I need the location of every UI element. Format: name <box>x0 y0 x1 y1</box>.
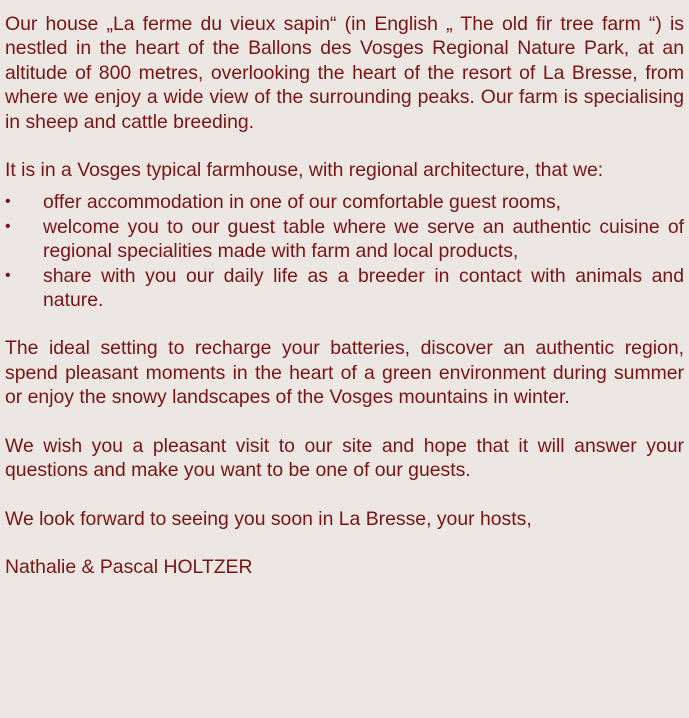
look-forward-paragraph: We look forward to seeing you soon in La Bresse, your hosts, <box>5 507 532 530</box>
intro-paragraph: Our house „La ferme du vieux sapin“ (in English „ The old fir tree farm “) is nestled in the heart of the Ballons des Vosges Regional Nature Park, at an altitude of 800 metres, overlooking the heart of the resort of La Bresse, from where we enjoy a wide view of the surrounding peaks. Our farm is specialising in sheep and cattle breeding. <box>5 13 684 133</box>
typical-farmhouse-paragraph: It is in a Vosges typical farmhouse, with regional architecture, that we: <box>5 159 604 182</box>
list-item-text: welcome you to our guest table where we serve an authentic cuisine of regional specialities made with farm and local products, <box>43 215 684 263</box>
wish-paragraph: We wish you a pleasant visit to our site and hope that it will answer your questions and make you want to be one of our guests. <box>5 434 684 482</box>
list-item-text: offer accommodation in one of our comfortable guest rooms, <box>43 191 562 214</box>
setting-paragraph: The ideal setting to recharge your batteries, discover an authentic region, spend pleasant moments in the heart of a green environment during summer or enjoy the snowy landscapes of the Vosges mountains in winter. <box>5 337 684 409</box>
document-body <box>5 12 684 579</box>
bullet-icon: • <box>5 217 11 235</box>
bullet-icon: • <box>5 193 11 211</box>
list-item <box>5 190 684 214</box>
signature: Nathalie & Pascal HOLTZER <box>5 555 253 578</box>
offer-list <box>5 190 684 312</box>
list-item <box>5 215 684 264</box>
bullet-icon: • <box>5 266 11 284</box>
list-item <box>5 264 684 313</box>
list-item-text: share with you our daily life as a breeder in contact with animals and nature. <box>43 264 684 312</box>
